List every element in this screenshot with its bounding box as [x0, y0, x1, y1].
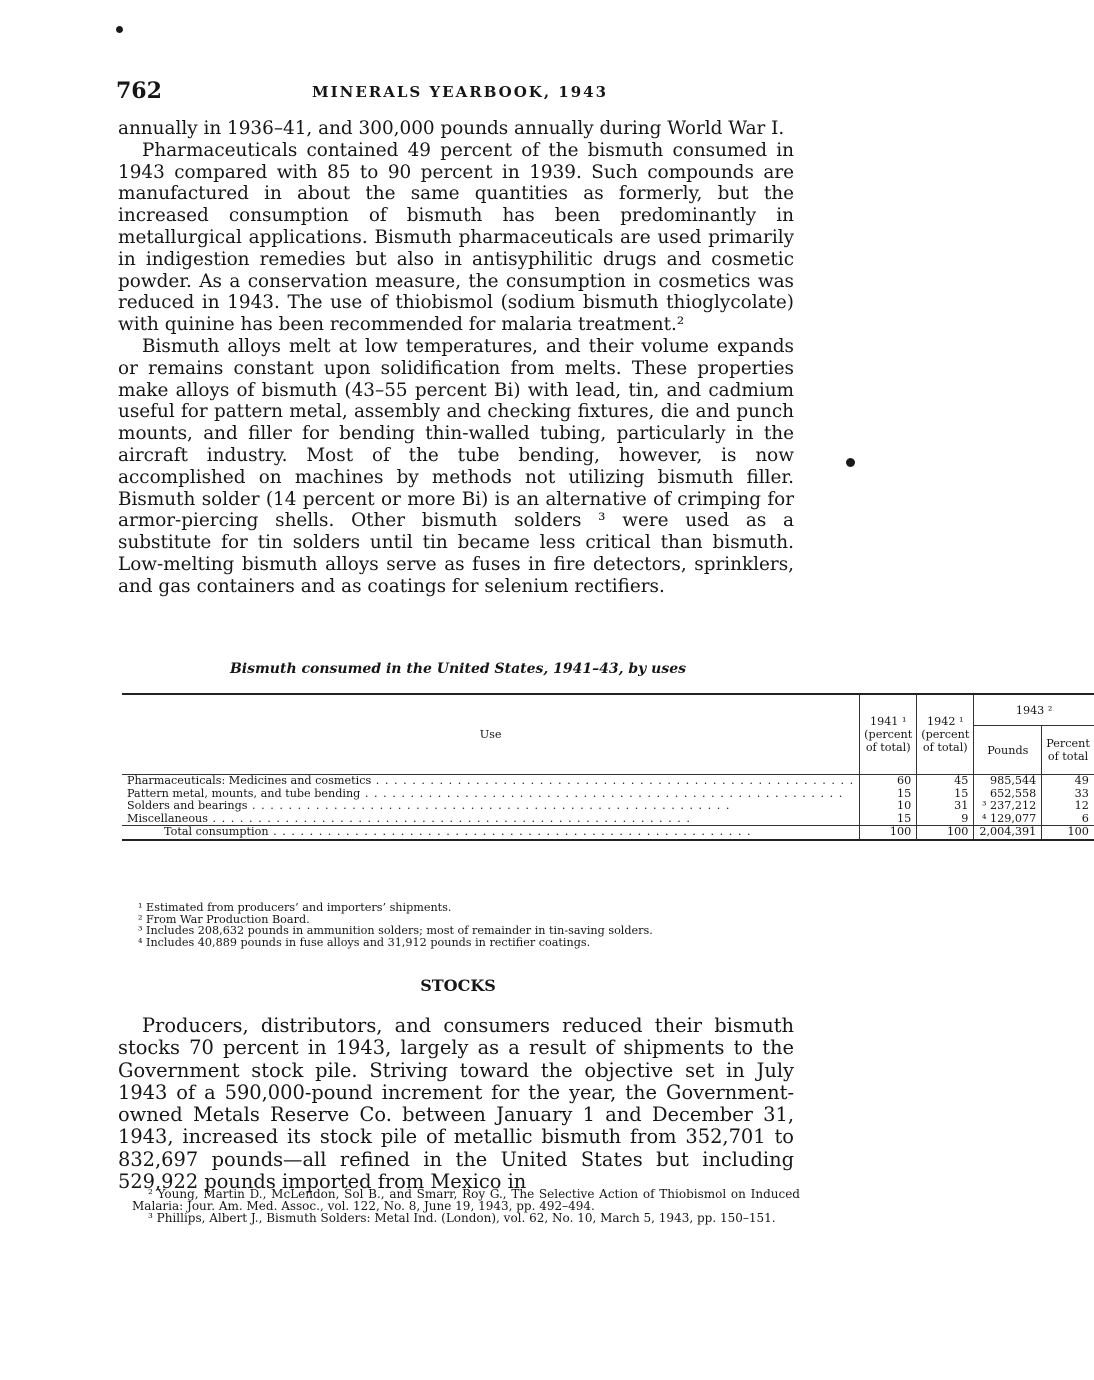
- row-use-label: Pharmaceuticals: Medicines and cosmetics . . .: [127, 774, 854, 787]
- table-total-row: [122, 826, 1094, 840]
- running-head: MINERALS YEARBOOK, 1943: [312, 83, 609, 101]
- total-pounds: 2,004,391: [974, 826, 1042, 840]
- total-1942: 100: [917, 826, 974, 840]
- paragraph-alloys: Bismuth alloys melt at low temperatures, and their volume expands or remains constant upon solidification from melts. These properties make alloys of bismuth (43–55 percent Bi) with lead, tin, and cadmium useful for pattern metal, assembly and checking fixtures, die and punch mounts, and filler for bending thin-walled tubing, particularly in the aircraft industry. Most of the tube bending, however, is now accomplished on machines by methods not utilizing bismuth filler. Bismuth solder (14 percent or more Bi) is an alternative of crimping for armor-piercing shells. Other bismuth solders ³ were used as a substitute for tin solders until tin became less critical than bismuth. Low-melting bismuth alloys serve as fuses in fire detectors, sprinklers, and gas containers and as coatings for selenium rectifiers.: [118, 335, 794, 597]
- cell-1942: 15: [917, 788, 974, 801]
- total-1941: 100: [860, 826, 917, 840]
- table-title: Bismuth consumed in the United States, 1941–43, by uses: [229, 661, 687, 677]
- col-header-pounds: Pounds: [974, 726, 1042, 775]
- cell-1941: 15: [860, 813, 917, 826]
- col-header-1941: 1941 ¹ (percent of total): [860, 694, 917, 775]
- cell-pounds: 985,544: [974, 775, 1042, 788]
- cell-pounds: ⁴ 129,077: [974, 813, 1042, 826]
- cell-1942: 45: [917, 775, 974, 788]
- page-number: 762: [116, 78, 162, 104]
- row-use-label: Pattern metal, mounts, and tube bending . . .: [127, 787, 843, 800]
- cell-pounds: 652,558: [974, 788, 1042, 801]
- total-label: Total consumption . . .: [164, 825, 752, 838]
- footnote: ³ Phillips, Albert J., Bismuth Solders: Metal Ind. (London), vol. 62, No. 10, March 5, 1943, pp. 150–151.: [148, 1211, 776, 1226]
- bismuth-uses-table: [122, 693, 1094, 841]
- cell-percent: 33: [1042, 788, 1094, 801]
- table-footnotes: [138, 902, 798, 948]
- stocks-text: [118, 1015, 794, 1193]
- cell-1941: 10: [860, 800, 917, 813]
- table-note: ² From War Production Board.: [138, 912, 310, 926]
- table-note: ³ Includes 208,632 pounds in ammunition solders; most of remainder in tin-saving solders.: [138, 924, 653, 938]
- paragraph-pharmaceuticals: Pharmaceuticals contained 49 percent of the bismuth consumed in 1943 compared with 85 to 90 percent in 1939. Such compounds are manufactured in about the same quantities as formerly, but the increased consumption of bismuth has been predominantly in metallurgical applications. Bismuth pharmaceuticals are used primarily in indigestion remedies but also in antisyphilitic drugs and cosmetic powder. As a conservation measure, the consumption in cosmetics was reduced in 1943. The use of thiobismol (sodium bismuth thioglycolate) with quinine has been recommended for malaria treatment.²: [118, 139, 794, 336]
- cell-1942: 31: [917, 800, 974, 813]
- scan-speck: [116, 26, 123, 33]
- total-percent: 100: [1042, 826, 1094, 840]
- cell-percent: 6: [1042, 813, 1094, 826]
- body-text: [118, 118, 794, 598]
- table-row: [122, 813, 1094, 826]
- cell-1941: 60: [860, 775, 917, 788]
- footnote: ² Young, Martin D., McLendon, Sol B., and Smarr, Roy G., The Selective Action of Thiobismol on Induced Malaria: Jour. Am. Med. Assoc., vol. 122, No. 8, June 19, 1943, pp. 492–494.: [132, 1187, 800, 1214]
- table-note: ⁴ Includes 40,889 pounds in fuse alloys and 31,912 pounds in rectifier coatings.: [138, 935, 591, 949]
- cell-1942: 9: [917, 813, 974, 826]
- col-header-use: Use: [122, 694, 860, 775]
- cell-pounds: ³ 237,212: [974, 800, 1042, 813]
- paragraph-stocks: Producers, distributors, and consumers reduced their bismuth stocks 70 percent in 1943, largely as a result of shipments to the Government stock pile. Striving toward the objective set in July 1943 of a 590,000-pound increment for the year, the Government-owned Metals Reserve Co. between January 1 and December 31, 1943, increased its stock pile of metallic bismuth from 352,701 to 832,697 pounds—all refined in the United States but including 529,922 pounds imported from Mexico in: [118, 1014, 794, 1194]
- scan-speck: [846, 458, 855, 467]
- col-header-percent: Percent of total: [1042, 726, 1094, 775]
- page-footnotes: [132, 1188, 800, 1225]
- col-header-1942: 1942 ¹ (percent of total): [917, 694, 974, 775]
- paragraph-continued: annually in 1936–41, and 300,000 pounds annually during World War I.: [118, 118, 785, 139]
- row-use-label: Solders and bearings . . .: [127, 799, 730, 812]
- row-use-label: Miscellaneous . . .: [127, 812, 691, 825]
- page-header: [116, 78, 796, 104]
- col-header-1943: 1943 ²: [974, 694, 1094, 726]
- table-header-row: [122, 694, 1094, 726]
- cell-percent: 12: [1042, 800, 1094, 813]
- cell-1941: 15: [860, 788, 917, 801]
- section-heading-stocks: STOCKS: [420, 976, 496, 995]
- cell-percent: 49: [1042, 775, 1094, 788]
- table-note: ¹ Estimated from producers’ and importers’ shipments.: [138, 901, 452, 914]
